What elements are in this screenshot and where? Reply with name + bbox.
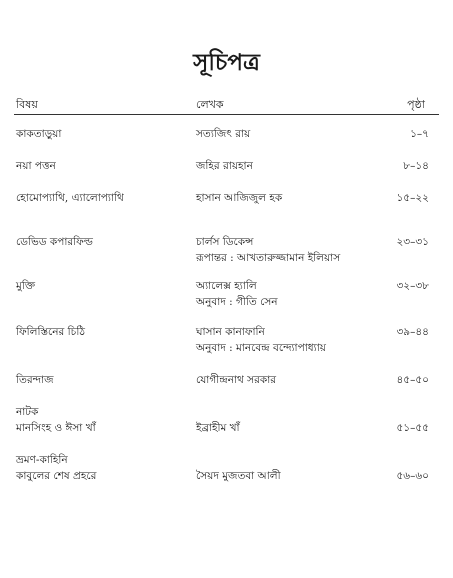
entry-author: হাসান আজিজুল হক: [196, 192, 283, 204]
entry-author: সৈয়দ মুজতবা আলী: [196, 470, 281, 482]
entry-subject: মানসিংহ ও ঈসা খাঁ: [16, 422, 96, 434]
entry-author: চার্লস ডিকেন্স: [196, 236, 254, 248]
entry-subject: কাকতাড়ুয়া: [16, 128, 62, 140]
entry-subject: ডেভিড কপারফিল্ড: [16, 236, 93, 248]
entry-author: যোগীন্দ্রনাথ সরকার: [196, 374, 277, 386]
header-subject: বিষয়: [16, 98, 38, 111]
entry-pages: ৪৫–৫০: [396, 374, 429, 386]
entry-pages: ৩২–৩৮: [396, 280, 429, 292]
entry-translator: অনুবাদ : মানবেন্দ্র বন্দ্যোপাধ্যায়: [196, 342, 326, 354]
entry-pages: ৫১–৫৫: [396, 422, 429, 434]
header-page: পৃষ্ঠা: [407, 98, 425, 111]
entry-author: ইব্রাহীম খাঁ: [196, 422, 240, 434]
entry-author: অ্যালেক্স হ্যালি: [196, 280, 257, 292]
entry-author: জহির রায়হান: [196, 160, 253, 172]
entry-pages: ৩৯–৪৪: [396, 326, 429, 338]
header-author: লেখক: [196, 98, 224, 111]
entry-pages: ২৩–৩১: [396, 236, 429, 248]
entry-pages: ১–৭: [410, 128, 429, 140]
entry-pages: ৫৬–৬০: [396, 470, 429, 482]
entry-subject: কাবুলের শেষ প্রহরে: [16, 470, 97, 482]
entry-pages: ৮–১৪: [403, 160, 429, 172]
entry-subject: হোমোপ্যাথি, এ্যালোপ্যাথি: [16, 192, 124, 204]
entry-pages: ১৫–২২: [396, 192, 429, 204]
entry-subject: মুক্তি: [16, 280, 36, 292]
entry-translator: রূপান্তর : আখতারুজ্জামান ইলিয়াস: [196, 252, 341, 264]
entry-subject: ফিলিস্তিনের চিঠি: [16, 326, 85, 338]
page-title: সূচিপত্র: [193, 49, 260, 76]
entry-subject: তিরন্দাজ: [16, 374, 54, 386]
entry-author: সত্যজিৎ রায়: [196, 128, 251, 140]
entry-category: ভ্রমণ-কাহিনি: [16, 454, 68, 466]
entry-category: নাটক: [16, 406, 39, 418]
header-rule: [14, 114, 439, 115]
entry-subject: নয়া পত্তন: [16, 160, 56, 172]
entry-author: ঘাসান কানাফানি: [196, 326, 265, 338]
entry-translator: অনুবাদ : গীতি সেন: [196, 296, 278, 308]
